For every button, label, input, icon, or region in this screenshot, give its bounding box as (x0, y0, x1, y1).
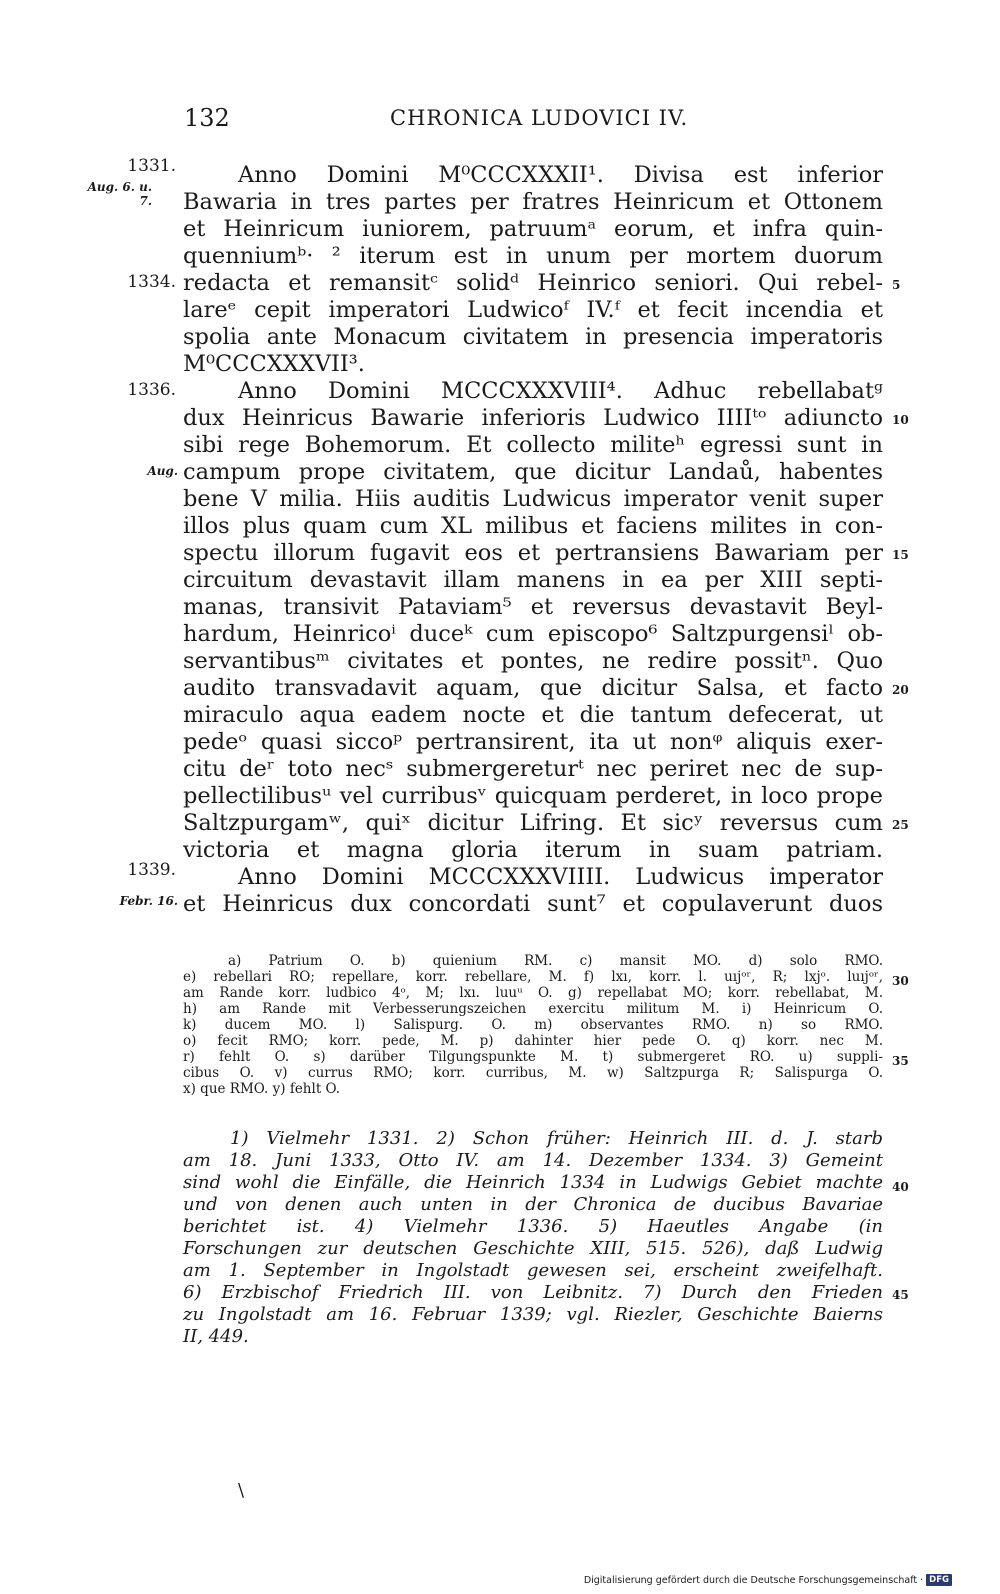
body-line: audito transvadavit aquam, que dicitur Salsa, et facto (183, 675, 883, 701)
endnote-line: II, 449. (183, 1326, 249, 1347)
body-line: citu deʳ toto necˢ submergereturᵗ nec periret nec de sup- (183, 756, 883, 782)
page-header (180, 104, 880, 138)
body-line: illos plus quam cum XL milibus et faciens milites in con- (183, 513, 883, 539)
body-line: Anno Domini MCCCXXXVIIII. Ludwicus imperator (238, 864, 883, 890)
margin-year: 1334. (127, 272, 176, 292)
margin-date: Aug. (147, 464, 178, 478)
footnote-line: x) que RMO. y) fehlt O. (183, 1081, 341, 1097)
stray-mark: \ (238, 1480, 245, 1501)
endnote-line: und von denen auch unten in der Chronica de ducibus Bavariae (183, 1194, 883, 1215)
endnote-line: 1) Vielmehr 1331. 2) Schon früher: Heinrich III. d. J. starb (230, 1128, 883, 1149)
endnote-line: berichtet ist. 4) Vielmehr 1336. 5) Haeutles Angabe (in (183, 1216, 883, 1237)
line-number: 5 (892, 278, 901, 292)
footnote-line: r) fehlt O. s) darüber Tilgungspunkte M. t) submergeret RO. u) suppli- (183, 1049, 883, 1065)
footnote-line: am Rande korr. ludbico 4ᵒ, M; lxı. luuᵘ O. g) repellabat MO; korr. rebellabat, M. (183, 985, 883, 1001)
body-line: M⁰CCCXXXVII³. (183, 351, 365, 377)
line-number: 25 (892, 818, 909, 832)
endnote-line: am 18. Juni 1333, Otto IV. am 14. Dezember 1334. 3) Gemeint (183, 1150, 883, 1171)
margin-year: 1336. (127, 380, 176, 400)
body-line: victoria et magna gloria iterum in suam patriam. (183, 837, 883, 863)
digitization-footer (584, 1574, 952, 1586)
body-line: spectu illorum fugavit eos et pertransiens Bawariam per (183, 540, 883, 566)
body-line: sibi rege Bohemorum. Et collecto militeʰ egressi sunt in (183, 432, 883, 458)
margin-date: Febr. 16. (119, 894, 178, 908)
body-line: miraculo aqua eadem nocte et die tantum defecerat, ut (183, 702, 883, 728)
body-line: et Heinricus dux concordati sunt⁷ et copulaverunt duos (183, 891, 883, 917)
body-line: manas, transivit Pataviam⁵ et reversus devastavit Beyl- (183, 594, 883, 620)
body-line: Bawaria in tres partes per fratres Heinricum et Ottonem (183, 189, 883, 215)
footnote-line: e) rebellari RO; repellare, korr. rebellare, M. f) lxı, korr. l. uıjᵒʳ, R; lxjᵒ. luıjᵒʳ, (183, 969, 883, 985)
body-line: dux Heinricus Bawarie inferioris Ludwico IIIIᵗᵒ adiuncto (183, 405, 883, 431)
body-line: pellectilibusᵘ vel curribusᵛ quicquam perderet, in loco prope (183, 783, 883, 809)
body-line: servantibusᵐ civitates et pontes, ne redire possitⁿ. Quo (183, 648, 883, 674)
line-number: 20 (892, 683, 909, 697)
endnote-line: am 1. September in Ingolstadt gewesen sei, erscheint zweifelhaft. (183, 1260, 883, 1281)
page-number: 132 (184, 104, 230, 132)
body-line: campum prope civitatem, que dicitur Landaů, habentes (183, 459, 883, 485)
line-number: 10 (892, 413, 909, 427)
body-line: Anno Domini MCCCXXXVIII⁴. Adhuc rebellabatᵍ (238, 378, 883, 404)
body-line: quenniumᵇ· ² iterum est in unum per mortem duorum (183, 243, 883, 269)
running-title: CHRONICA LUDOVICI IV. (390, 106, 689, 130)
line-number: 45 (892, 1288, 909, 1302)
line-number: 15 (892, 548, 909, 562)
line-number: 35 (892, 1054, 909, 1068)
body-line: Anno Domini M⁰CCCXXXII¹. Divisa est inferior (238, 162, 883, 188)
body-line: Saltzpurgamʷ, quiˣ dicitur Lifring. Et sicʸ reversus cum (183, 810, 883, 836)
body-line: spolia ante Monacum civitatem in presencia imperatoris (183, 324, 883, 350)
body-line: bene V milia. Hiis auditis Ludwicus imperator venit super (183, 486, 883, 512)
footnote-line: a) Patrium O. b) quienium RM. c) mansit MO. d) solo RMO. (228, 953, 883, 969)
endnote-line: sind wohl die Einfälle, die Heinrich 1334 in Ludwigs Gebiet machte (183, 1172, 883, 1193)
footer-text: Digitalisierung gefördert durch die Deutsche Forschungsgemeinschaft · (583, 1574, 924, 1586)
body-line: et Heinricum iuniorem, patruumᵃ eorum, et infra quin- (183, 216, 883, 242)
dfg-logo: DFG (926, 1574, 952, 1586)
line-number: 30 (892, 974, 909, 988)
body-line: circuitum devastavit illam manens in ea per XIII septi- (183, 567, 883, 593)
endnote-line: 6) Erzbischof Friedrich III. von Leibnitz. 7) Durch den Frieden (183, 1282, 883, 1303)
body-line: lareᵉ cepit imperatori Ludwicoᶠ IV.ᶠ et fecit incendia et (183, 297, 883, 323)
margin-year: 1331. (127, 156, 176, 176)
body-line: redacta et remansitᶜ solidᵈ Heinrico seniori. Qui rebel- (183, 270, 883, 296)
footnote-line: k) ducem MO. l) Salispurg. O. m) observantes RMO. n) so RMO. (183, 1017, 883, 1033)
footnote-line: o) fecit RMO; korr. pede, M. p) dahinter hier pede O. q) korr. nec M. (183, 1033, 883, 1049)
line-number: 40 (892, 1180, 909, 1194)
endnote-line: Forschungen zur deutschen Geschichte XIII, 515. 526), daß Ludwig (183, 1238, 883, 1259)
body-line: hardum, Heinricoⁱ duceᵏ cum episcopo⁶ Saltzpurgensiˡ ob- (183, 621, 883, 647)
footnote-line: h) am Rande mit Verbesserungszeichen exercitu militum M. i) Heinricum O. (183, 1001, 883, 1017)
margin-year: 1339. (127, 860, 176, 880)
footnote-line: cibus O. v) currus RMO; korr. curribus, M. w) Saltzpurga R; Salispurga O. (183, 1065, 883, 1081)
body-line: pedeᵒ quasi siccoᵖ pertransirent, ita ut nonᵠ aliquis exer- (183, 729, 883, 755)
endnote-line: zu Ingolstadt am 16. Februar 1339; vgl. Riezler, Geschichte Baierns (183, 1304, 883, 1325)
margin-date: Aug. 6. u. 7. (87, 180, 152, 208)
